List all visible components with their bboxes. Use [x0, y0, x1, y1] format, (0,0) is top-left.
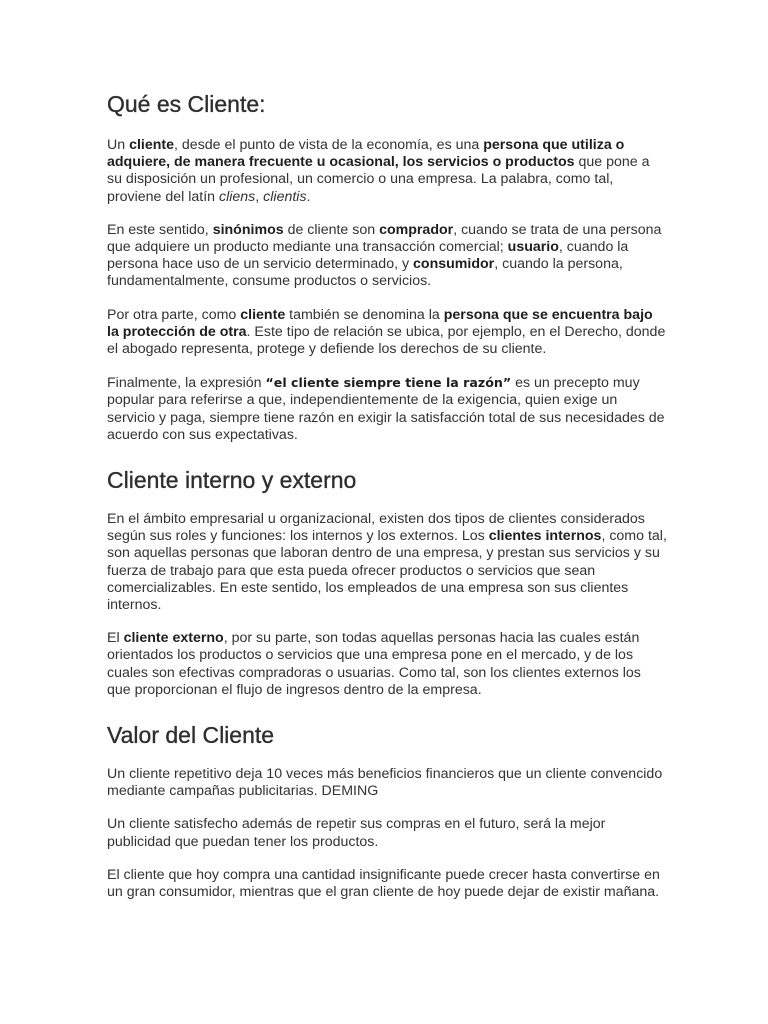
- paragraph: [107, 222, 668, 291]
- bold-text: consumidor: [413, 256, 495, 273]
- paragraph: [107, 766, 668, 800]
- text-run: , desde el punto de vista de la economía, es una: [174, 137, 484, 153]
- paragraph: [107, 137, 668, 206]
- section-heading-que-es-cliente: Qué es Cliente:: [107, 91, 266, 117]
- paragraph: [107, 630, 668, 699]
- text-run: Finalmente, la expresión: [107, 375, 266, 392]
- text-run: El: [107, 630, 124, 647]
- text-run: Un: [107, 137, 130, 153]
- bold-text: clientes internos: [488, 528, 602, 545]
- section-heading-cliente-interno-externo: Cliente interno y externo: [107, 467, 357, 494]
- text-run: ,: [255, 188, 264, 205]
- bold-text: cliente externo: [123, 630, 224, 647]
- paragraph: [107, 816, 668, 850]
- bold-text: persona que se encuentra bajo la protección de otra: [107, 306, 653, 340]
- text-run: Por otra parte, como: [107, 306, 241, 323]
- text-run: , como tal, son aquellas personas que laboran dentro de una empresa, y prestan sus servicios y su fuerza de trabajo para que esta pueda ofrecer productos o servicios que sean comercializables. En este sentido, los empleados de una empresa son sus clientes internos.: [107, 528, 667, 614]
- text-run: , por su parte, son todas aquellas personas hacia las cuales están orientados los productos o servicios que una empresa pone en el mercado, y de los cuales son efectivas compradoras o usuarias. Como tal, son los clientes externos los que proporcionan el flujo de ingresos dentro de la empresa.: [107, 630, 641, 698]
- text-run: , cuando la persona, fundamentalmente, consume productos o servicios.: [107, 256, 623, 290]
- text-run: Un cliente satisfecho además de repetir sus compras en el futuro, será la mejor publicidad que puedan tener los productos.: [107, 816, 606, 850]
- paragraph: [107, 867, 668, 901]
- text-run: .: [306, 188, 311, 205]
- section-heading-valor-del-cliente: Valor del Cliente: [107, 722, 275, 749]
- text-run: es un precepto muy popular para referirse a que, independientemente de la exigencia, quien exige un servicio y paga, siempre tiene razón en exigir la satisfacción total de sus necesidades de acuerdo con sus expectativas.: [107, 375, 665, 443]
- bold-text: comprador: [379, 221, 454, 238]
- text-run: En este sentido,: [107, 221, 213, 238]
- italic-text: cliens: [219, 188, 256, 205]
- paragraph: [107, 374, 668, 444]
- italic-text: clientis: [263, 188, 307, 205]
- text-run: Un cliente repetitivo deja 10 veces más beneficios financieros que un cliente convencido mediante campañas publicitarias. DEMING: [107, 766, 663, 800]
- paragraph: [107, 511, 668, 614]
- bold-text: “el cliente siempre tiene la razón”: [265, 375, 512, 391]
- text-run: . Este tipo de relación se ubica, por ejemplo, en el Derecho, donde el abogado representa, protege y defiende los derechos de su cliente.: [107, 323, 666, 358]
- text-run: El cliente que hoy compra una cantidad insignificante puede crecer hasta convertirse en un gran consumidor, mientras que el gran cliente de hoy puede dejar de existir mañana.: [107, 866, 660, 901]
- paragraph: [107, 307, 668, 359]
- text-run: En el ámbito empresarial u organizacional, existen dos tipos de clientes considerados según sus roles y funciones: los internos y los externos. Los: [107, 511, 645, 545]
- text-run: , cuando la persona hace uso de un servicio determinado, y: [107, 239, 629, 273]
- text-run: también se denomina la: [285, 306, 444, 323]
- bold-text: usuario: [507, 239, 559, 256]
- bold-text: cliente: [129, 137, 175, 153]
- text-run: , cuando se trata de una persona que adquiere un producto mediante una transacción comercial;: [107, 221, 662, 256]
- bold-text: sinónimos: [212, 221, 284, 238]
- bold-text: persona que utiliza o adquiere, de manera frecuente u ocasional, los servicios o productos: [107, 137, 625, 171]
- bold-text: cliente: [240, 306, 286, 323]
- text-run: de cliente son: [283, 221, 380, 238]
- text-run: que pone a su disposición un profesional, un comercio o una empresa. La palabra, como tal, proviene del latín: [107, 154, 650, 205]
